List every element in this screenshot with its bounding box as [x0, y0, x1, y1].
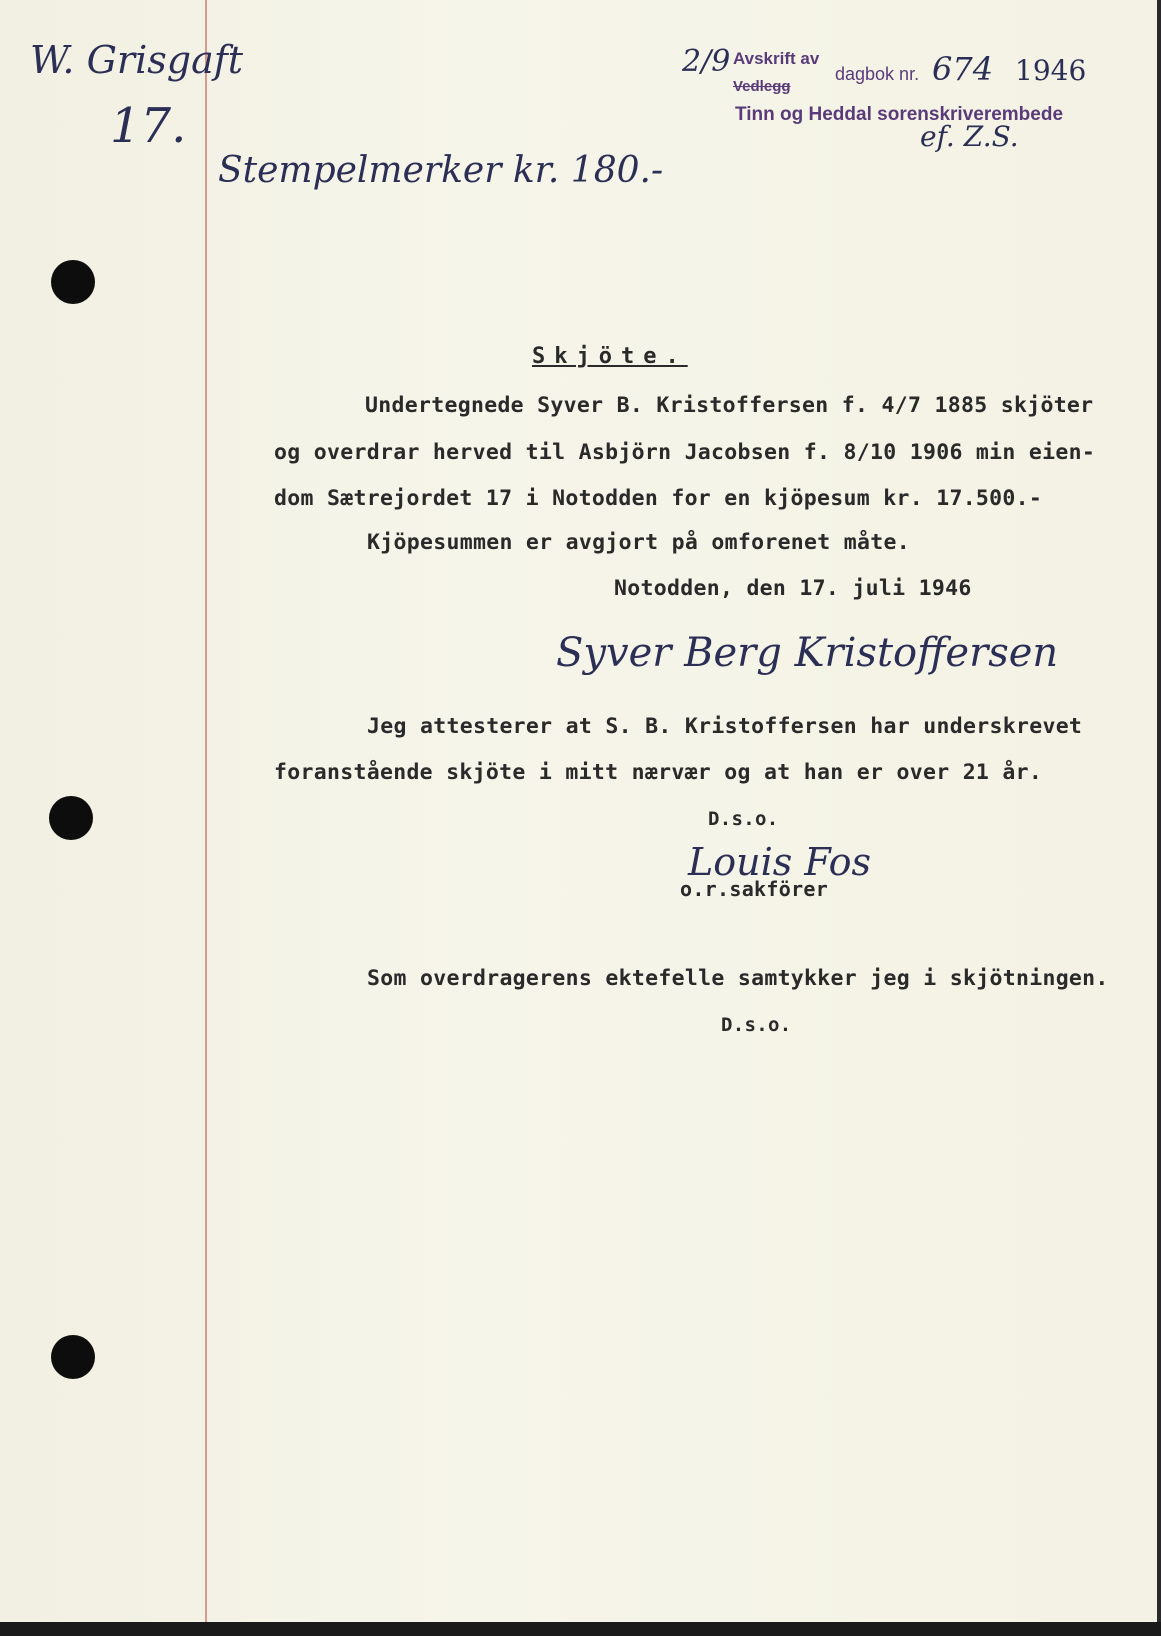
stamp-fee-note: Stempelmerker kr. 180.- — [218, 150, 664, 191]
scan-edge-bottom — [0, 1622, 1161, 1636]
stamp-line-vedlegg: Vedlegg — [733, 78, 791, 95]
place-date: Notodden, den 17. juli 1946 — [614, 576, 972, 601]
stamp-date: 2/9 — [682, 44, 731, 79]
punch-hole-top — [51, 260, 95, 304]
body-line-2: og overdrar herved til Asbjörn Jacobsen f. 8/10 1906 min eien- — [274, 440, 1096, 465]
stamp-office: Tinn og Heddal sorenskriverembede — [735, 104, 1064, 125]
margin-note-number: 17. — [110, 98, 187, 154]
attest-line-2: foranstående skjöte i mitt nærvær og at han er over 21 år. — [274, 760, 1043, 785]
document-title: Skjöte. — [532, 344, 688, 369]
stamp-line-avskrift: Avskrift av — [733, 49, 820, 68]
attest-signature: Louis Fos — [688, 840, 871, 884]
stamp-initials: ef. Z.S. — [920, 120, 1019, 153]
dso-2: D.s.o. — [721, 1014, 792, 1036]
seller-signature: Syver Berg Kristoffersen — [556, 630, 1059, 676]
attest-title: o.r.sakförer — [680, 877, 829, 901]
punch-hole-middle — [49, 796, 93, 840]
body-line-4: Kjöpesummen er avgjort på omforenet måte. — [367, 530, 911, 555]
scan-edge-right — [1157, 0, 1161, 1636]
body-line-3: dom Sætrejordet 17 i Notodden for en kjöpesum kr. 17.500.- — [274, 486, 1043, 511]
margin-note-name: W. Grisgaft — [30, 38, 244, 82]
stamp-dagbok-label: dagbok nr. — [835, 64, 920, 84]
watermark — [332, 560, 470, 590]
punch-hole-bottom — [51, 1335, 95, 1379]
margin-line — [205, 0, 207, 1622]
attest-line-1: Jeg attesterer at S. B. Kristoffersen har underskrevet — [367, 714, 1083, 739]
dso-1: D.s.o. — [708, 808, 779, 830]
stamp-dagbok-number: 674 — [932, 50, 994, 88]
body-line-1: Undertegnede Syver B. Kristoffersen f. 4/7 1885 skjöter — [365, 393, 1094, 418]
stamp-year: 1946 — [1015, 54, 1087, 87]
consent-line: Som overdragerens ektefelle samtykker jeg i skjötningen. — [367, 966, 1109, 991]
